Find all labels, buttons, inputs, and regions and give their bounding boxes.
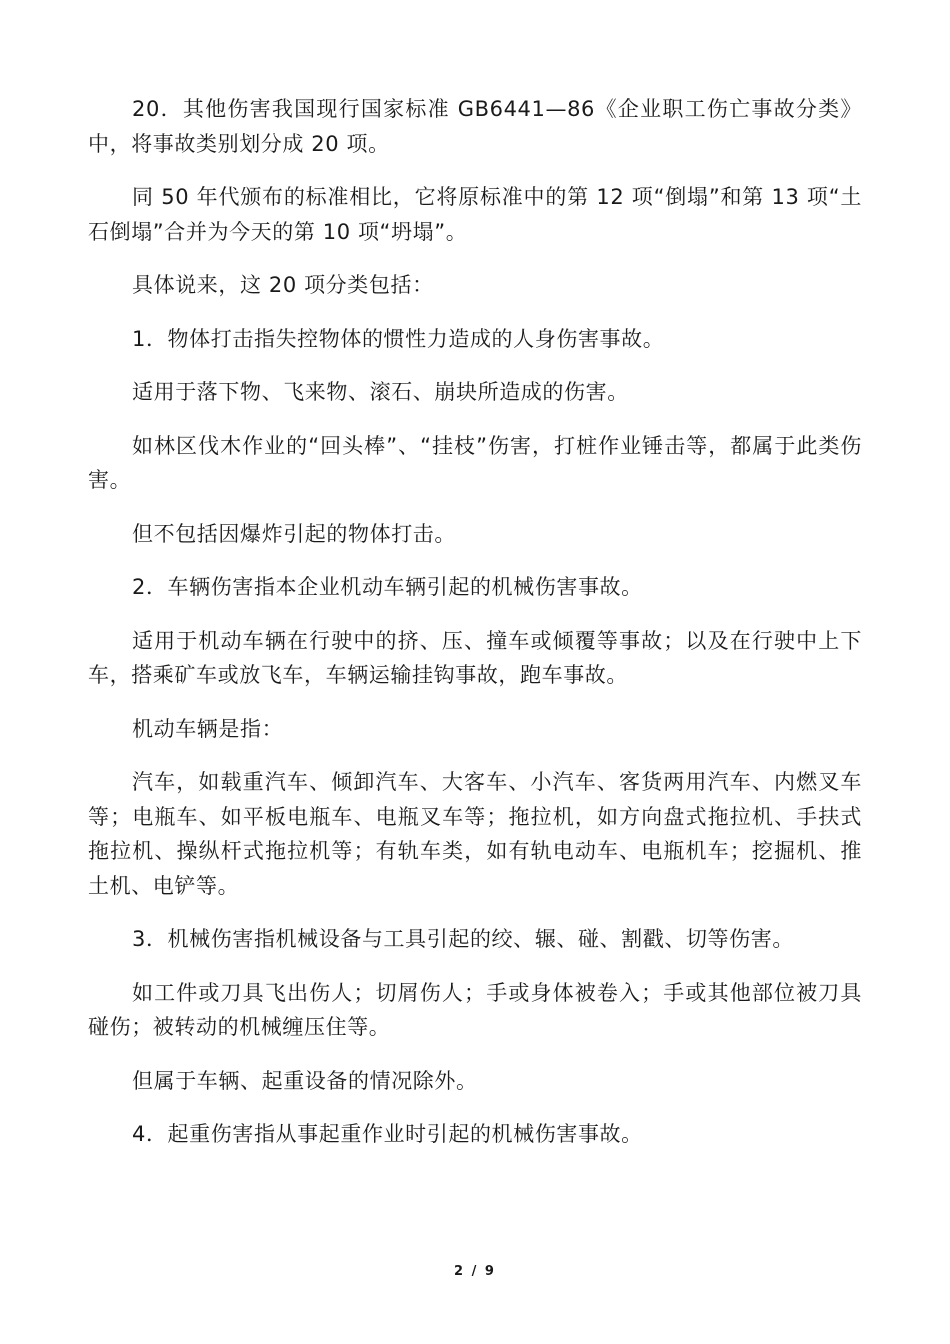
paragraph: 具体说来，这 20 项分类包括：: [132, 273, 434, 297]
paragraph: 4．起重伤害指从事起重作业时引起的机械伤害事故。: [132, 1122, 643, 1146]
paragraph: 如林区伐木作业的“回头棒”、“挂枝”伤害，打桩作业锤击等，都属于此类伤害。: [88, 433, 862, 492]
paragraph: 2．车辆伤害指本企业机动车辆引起的机械伤害事故。: [132, 575, 643, 599]
paragraph: 1．物体打击指失控物体的惯性力造成的人身伤害事故。: [132, 326, 665, 351]
document-body: [88, 92, 862, 1171]
page-number: 2 / 9: [454, 1264, 496, 1279]
paragraph: 但不包括因爆炸引起的物体打击。: [132, 521, 456, 546]
paragraph: 汽车，如载重汽车、倾卸汽车、大客车、小汽车、客货两用汽车、内燃叉车等；电瓶车、如平板电瓶车、电瓶叉车等；拖拉机，如方向盘式拖拉机、手扶式拖拉机、操纵杆式拖拉机等；有轨车类，如有轨电动车、电瓶机车；挖掘机、推土机、电铲等。: [88, 770, 862, 898]
paragraph: 3．机械伤害指机械设备与工具引起的绞、辗、碰、割戳、切等伤害。: [132, 927, 794, 951]
paragraph: 20．其他伤害我国现行国家标准 GB6441—86《企业职工伤亡事故分类》中，将事故类别划分成 20 项。: [88, 97, 862, 156]
paragraph: 适用于机动车辆在行驶中的挤、压、撞车或倾覆等事故；以及在行驶中上下车，搭乘矿车或放飞车，车辆运输挂钩事故，跑车事故。: [88, 628, 862, 687]
paragraph: 如工件或刀具飞出伤人；切屑伤人；手或身体被卷入；手或其他部位被刀具碰伤；被转动的机械缠压住等。: [88, 980, 862, 1039]
paragraph: 同 50 年代颁布的标准相比，它将原标准中的第 12 项“倒塌”和第 13 项“土石倒塌”合并为今天的第 10 项“坍塌”。: [88, 185, 862, 244]
paragraph: 机动车辆是指：: [132, 716, 284, 741]
paragraph: 适用于落下物、飞来物、滚石、崩块所造成的伤害。: [132, 380, 629, 404]
paragraph: 但属于车辆、起重设备的情况除外。: [132, 1068, 478, 1093]
